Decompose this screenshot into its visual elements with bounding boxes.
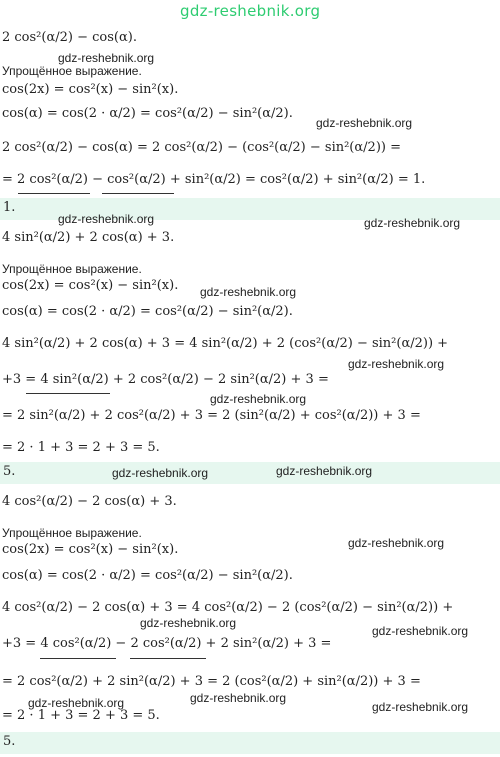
formula-line: 2 cos²(α/2) − cos(α) = 2 cos²(α/2) − (cos²(α/2) − sin²(α/2)) = [2, 140, 401, 155]
watermark: gdz-reshebnik.org [348, 536, 445, 550]
formula-line: = 2 cos²(α/2) − cos²(α/2) + sin²(α/2) = cos²(α/2) + sin²(α/2) = 1. [2, 172, 426, 187]
formula-line: = 2 · 1 + 3 = 2 + 3 = 5. [2, 708, 160, 723]
answer-band [0, 462, 500, 484]
watermark: gdz-reshebnik.org [364, 216, 461, 230]
expression-1: 2 cos²(α/2) − cos(α). [2, 30, 137, 45]
watermark: gdz-reshebnik.org [348, 357, 445, 371]
underline [26, 393, 110, 394]
watermark: gdz-reshebnik.org [28, 696, 125, 710]
formula-line: +3 = 4 sin²(α/2) + 2 cos²(α/2) − 2 sin²(α/2) + 3 = [2, 372, 329, 387]
formula-line: cos(α) = cos(2 · α/2) = cos²(α/2) − sin²(α/2). [2, 106, 293, 121]
formula-line: cos(α) = cos(2 · α/2) = cos²(α/2) − sin²(α/2). [2, 568, 293, 583]
watermark: gdz-reshebnik.org [58, 51, 155, 65]
watermark: gdz-reshebnik.org [276, 464, 373, 478]
expression-2: 4 sin²(α/2) + 2 cos(α) + 3. [2, 230, 175, 245]
watermark: gdz-reshebnik.org [58, 212, 155, 226]
formula-line: = 2 cos²(α/2) + 2 sin²(α/2) + 3 = 2 (cos²(α/2) + sin²(α/2)) + 3 = [2, 674, 421, 689]
answer: 5. [3, 734, 16, 749]
formula-line: +3 = 4 cos²(α/2) − 2 cos²(α/2) + 2 sin²(α/2) + 3 = [2, 636, 332, 651]
underline [130, 658, 206, 659]
watermark: gdz-reshebnik.org [372, 624, 469, 638]
simplified-label: Упрощённое выражение. [2, 526, 142, 540]
watermark: gdz-reshebnik.org [372, 700, 469, 714]
formula-line: 4 cos²(α/2) − 2 cos(α) + 3 = 4 cos²(α/2) − 2 (cos²(α/2) − sin²(α/2)) + [2, 600, 454, 615]
watermark: gdz-reshebnik.org [200, 285, 297, 299]
simplified-label: Упрощённое выражение. [2, 64, 142, 78]
simplified-label: Упрощённое выражение. [2, 262, 142, 276]
answer-band [0, 732, 500, 754]
formula-line: 4 sin²(α/2) + 2 cos(α) + 3 = 4 sin²(α/2) + 2 (cos²(α/2) − sin²(α/2)) + [2, 336, 449, 351]
formula-line: = 2 sin²(α/2) + 2 cos²(α/2) + 3 = 2 (sin²(α/2) + cos²(α/2)) + 3 = [2, 408, 421, 423]
formula-line: cos(2x) = cos²(x) − sin²(x). [2, 82, 179, 97]
answer: 5. [3, 464, 16, 479]
formula-line: cos(α) = cos(2 · α/2) = cos²(α/2) − sin²(α/2). [2, 304, 293, 319]
watermark: gdz-reshebnik.org [190, 691, 287, 705]
expression-3: 4 cos²(α/2) − 2 cos(α) + 3. [2, 494, 177, 509]
underline [102, 193, 174, 194]
site-watermark: gdz-reshebnik.org [180, 2, 321, 20]
formula-line: cos(2x) = cos²(x) − sin²(x). [2, 278, 179, 293]
formula-line: = 2 · 1 + 3 = 2 + 3 = 5. [2, 440, 160, 455]
watermark: gdz-reshebnik.org [210, 392, 307, 406]
underline [40, 658, 116, 659]
answer: 1. [3, 200, 16, 215]
watermark: gdz-reshebnik.org [140, 616, 237, 630]
watermark: gdz-reshebnik.org [316, 116, 413, 130]
formula-line: cos(2x) = cos²(x) − sin²(x). [2, 542, 179, 557]
watermark: gdz-reshebnik.org [112, 466, 209, 480]
underline [18, 193, 90, 194]
